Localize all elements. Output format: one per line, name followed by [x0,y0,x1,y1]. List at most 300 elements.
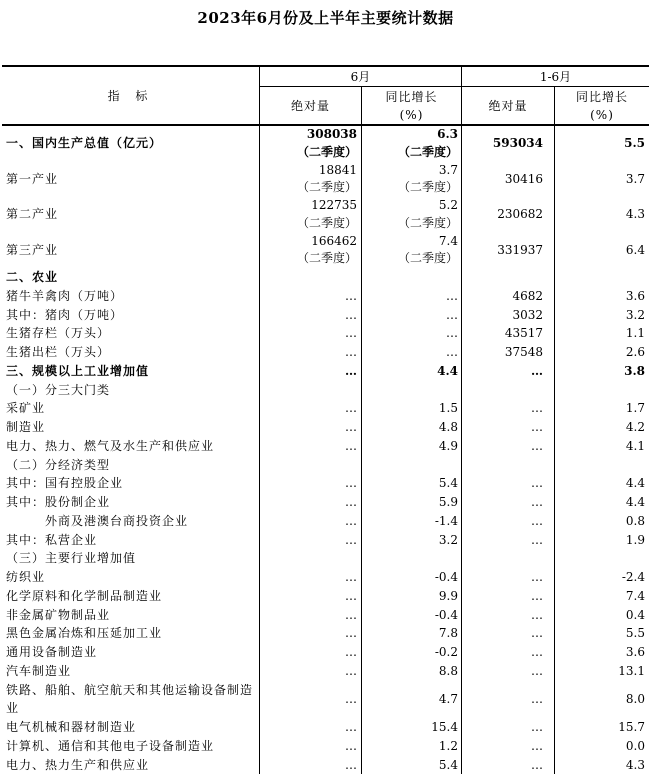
ytd-absolute-cell [462,493,555,512]
table-row [2,381,649,400]
ytd-absolute-value: … [531,588,543,603]
indicator-label: 通用设备制造业 [6,645,98,659]
indicator-label: 电力、热力生产和供应业 [6,757,150,772]
month-absolute-cell [260,606,362,625]
table-row [2,474,649,493]
month-growth-value: 5.2 [438,198,458,212]
table-row [2,233,649,269]
table-header [2,67,649,126]
month-growth-value: 3.2 [438,532,458,547]
ytd-growth-value: 15.7 [618,720,645,734]
month-absolute-note: （二季度） [296,251,357,266]
month-absolute-cell [260,474,362,493]
table-row [2,437,649,456]
ytd-growth-cell [555,737,649,756]
ytd-growth-cell [555,756,649,775]
header-ytd-growth-label: 同比增长 [575,89,628,104]
indicator-label: 电力、热力、燃气及水生产和供应业 [6,438,215,453]
indicator-label: 制造业 [6,420,46,434]
header-subcolumns-month [260,87,461,124]
ytd-growth-cell [555,681,649,719]
table-row [2,343,649,362]
month-growth-cell [362,568,462,587]
indicator-cell [2,287,260,306]
ytd-absolute-value: … [531,570,543,584]
header-indicator: 指 标 [2,67,260,124]
indicator-label: 计算机、通信和其他电子设备制造业 [6,738,215,753]
month-growth-value: -1.4 [434,513,458,528]
month-absolute-cell [260,126,362,162]
ytd-growth-cell [555,549,649,568]
month-growth-value: 7.4 [438,233,458,248]
indicator-cell [2,306,260,325]
ytd-growth-value: 3.7 [625,171,645,186]
indicator-label: 外商及港澳台商投资企业 [45,513,189,528]
month-growth-value: 5.4 [438,476,458,491]
ytd-growth-cell [555,126,649,162]
ytd-absolute-value: … [531,720,543,734]
month-absolute-cell [260,418,362,437]
month-growth-value: 9.9 [438,588,458,603]
ytd-absolute-value: … [531,738,543,753]
month-growth-cell [362,662,462,681]
page-title: 2023年6月份及上半年主要统计数据 [197,9,454,27]
month-growth-value: 3.7 [438,162,458,177]
ytd-growth-cell [555,624,649,643]
month-growth-value: … [446,345,458,359]
month-absolute-cell [260,287,362,306]
month-growth-cell [362,756,462,775]
month-absolute-value: 308038 [306,127,357,141]
ytd-growth-cell [555,233,649,269]
month-growth-value: 1.5 [438,401,458,416]
indicator-label: 纺织业 [6,570,46,584]
ytd-absolute-value: 37548 [504,345,543,359]
table-row [2,662,649,681]
month-growth-cell [362,268,462,287]
ytd-absolute-value: … [531,476,543,491]
table-row [2,306,649,325]
month-growth-cell [362,606,462,625]
ytd-growth-cell [555,324,649,343]
ytd-absolute-value: … [531,495,543,509]
table-row [2,418,649,437]
month-growth-cell [362,162,462,198]
month-growth-cell [362,587,462,606]
indicator-label: 生猪出栏（万头） [6,345,111,359]
table-row [2,197,649,233]
indicator-label: 电气机械和器材制造业 [6,720,137,734]
ytd-absolute-value: … [531,513,543,528]
ytd-absolute-cell [462,437,555,456]
ytd-absolute-value: … [531,401,543,416]
ytd-absolute-value: 4682 [512,288,543,303]
ytd-absolute-value: … [531,626,543,641]
month-absolute-cell [260,756,362,775]
indicator-label: 生猪存栏（万头） [6,326,111,341]
ytd-absolute-cell [462,268,555,287]
indicator-cell [2,512,260,531]
month-absolute-value: … [345,757,357,772]
ytd-absolute-cell [462,568,555,587]
month-growth-value: -0.2 [434,645,458,659]
month-absolute-cell [260,343,362,362]
ytd-growth-value: 4.3 [625,757,645,772]
ytd-growth-cell [555,306,649,325]
table-row [2,587,649,606]
month-growth-note: （二季度） [397,180,458,195]
indicator-label: 采矿业 [6,401,46,416]
month-absolute-value: … [345,691,357,706]
ytd-growth-cell [555,606,649,625]
ytd-absolute-cell [462,126,555,162]
ytd-absolute-cell [462,737,555,756]
ytd-absolute-cell [462,324,555,343]
month-absolute-value: … [345,307,357,322]
ytd-growth-cell [555,381,649,400]
ytd-growth-cell [555,162,649,198]
month-absolute-cell [260,268,362,287]
statistics-table [2,65,649,774]
ytd-absolute-cell [462,306,555,325]
ytd-absolute-cell [462,662,555,681]
ytd-growth-cell [555,587,649,606]
indicator-cell [2,126,260,162]
month-absolute-value: … [345,720,357,734]
ytd-growth-value: 5.5 [624,136,645,151]
ytd-growth-value: 3.2 [625,307,645,322]
ytd-absolute-cell [462,756,555,775]
indicator-label: 其中：私营企业 [6,532,98,547]
month-absolute-value: … [345,495,357,509]
month-growth-cell [362,456,462,475]
indicator-cell [2,568,260,587]
month-absolute-value: 166462 [311,233,357,248]
month-growth-value: 6.3 [437,127,458,141]
table-row [2,718,649,737]
month-growth-cell [362,324,462,343]
indicator-cell [2,268,260,287]
header-period-month: 6月 [260,67,461,87]
indicator-label: （一）分三大门类 [6,382,111,397]
month-growth-cell [362,343,462,362]
indicator-cell [2,381,260,400]
ytd-absolute-cell [462,456,555,475]
ytd-growth-value: 4.4 [625,476,645,491]
table-row [2,756,649,775]
month-absolute-cell [260,624,362,643]
month-absolute-cell [260,456,362,475]
indicator-cell [2,606,260,625]
ytd-absolute-value: … [531,420,543,434]
month-absolute-value: … [345,607,357,622]
ytd-growth-cell [555,418,649,437]
indicator-label: （三）主要行业增加值 [6,551,137,566]
ytd-absolute-value: 3032 [512,307,543,322]
ytd-absolute-cell [462,381,555,400]
ytd-absolute-value: 593034 [492,136,543,151]
indicator-cell [2,718,260,737]
indicator-label: 猪牛羊禽肉（万吨） [6,288,124,303]
table-row [2,268,649,287]
month-absolute-value: … [345,588,357,603]
month-absolute-value: … [345,345,357,359]
indicator-label: 第三产业 [6,242,59,257]
indicator-cell [2,418,260,437]
indicator-cell [2,324,260,343]
ytd-absolute-cell [462,681,555,719]
ytd-growth-value: 3.8 [624,363,645,378]
table-row [2,324,649,343]
ytd-absolute-value: 230682 [497,207,543,222]
ytd-growth-value: 4.3 [625,207,645,222]
indicator-cell [2,233,260,269]
indicator-cell [2,162,260,198]
month-absolute-cell [260,681,362,719]
indicator-label: 铁路、船舶、航空航天和其他运输设备制造业 [6,682,254,716]
ytd-growth-cell [555,718,649,737]
indicator-cell [2,197,260,233]
table-row [2,362,649,381]
month-absolute-cell [260,437,362,456]
indicator-cell [2,737,260,756]
ytd-absolute-value: … [531,438,543,453]
header-month-absolute-label: 绝对量 [290,98,330,113]
ytd-absolute-value: … [531,757,543,772]
ytd-growth-value: 5.5 [625,626,645,641]
ytd-absolute-cell [462,362,555,381]
indicator-label: 汽车制造业 [6,663,72,678]
header-period-ytd: 1-6月 [462,67,649,87]
ytd-growth-value: 6.4 [625,242,645,257]
month-absolute-cell [260,324,362,343]
month-growth-value: … [446,326,458,341]
table-row [2,512,649,531]
month-absolute-cell [260,512,362,531]
month-growth-cell [362,643,462,662]
month-absolute-value: … [345,288,357,303]
ytd-absolute-value: … [531,607,543,622]
ytd-growth-cell [555,512,649,531]
indicator-label: 化学原料和化学制品制造业 [6,588,163,603]
month-growth-cell [362,197,462,233]
month-absolute-note: （二季度） [296,215,357,230]
indicator-cell [2,643,260,662]
ytd-absolute-cell [462,399,555,418]
ytd-growth-value: 1.1 [625,326,645,341]
month-growth-note: （二季度） [397,215,458,230]
indicator-label: 其中：国有控股企业 [6,476,124,491]
header-month-growth-unit: (%) [399,107,424,122]
month-absolute-cell [260,737,362,756]
ytd-absolute-cell [462,197,555,233]
month-absolute-value: … [345,532,357,547]
month-absolute-cell [260,306,362,325]
header-subcolumns-ytd [462,87,649,124]
month-growth-cell [362,399,462,418]
ytd-absolute-value: 30416 [504,171,543,186]
month-growth-cell [362,126,462,162]
month-growth-cell [362,549,462,568]
month-absolute-value: … [345,738,357,753]
month-growth-value: -0.4 [434,570,458,584]
month-growth-value: 5.4 [438,757,458,772]
month-growth-note: （二季度） [397,251,458,266]
ytd-absolute-cell [462,474,555,493]
ytd-absolute-cell [462,549,555,568]
month-growth-cell [362,287,462,306]
ytd-absolute-value: … [531,363,543,378]
ytd-growth-value: 0.0 [625,738,645,753]
indicator-cell [2,587,260,606]
indicator-label: 二、农业 [6,270,59,284]
ytd-absolute-cell [462,233,555,269]
ytd-growth-value: 3.6 [625,288,645,303]
ytd-absolute-cell [462,162,555,198]
ytd-absolute-cell [462,718,555,737]
month-growth-cell [362,531,462,550]
ytd-growth-cell [555,399,649,418]
month-absolute-value: … [345,476,357,491]
table-row [2,399,649,418]
ytd-growth-cell [555,268,649,287]
indicator-label: 黑色金属冶炼和压延加工业 [6,626,163,641]
ytd-growth-cell [555,531,649,550]
ytd-growth-cell [555,197,649,233]
header-ytd-growth [555,87,649,124]
month-absolute-value: … [345,438,357,453]
indicator-cell [2,662,260,681]
month-growth-cell [362,437,462,456]
indicator-label: （二）分经济类型 [6,457,111,472]
header-ytd-absolute-label: 绝对量 [488,98,528,113]
ytd-growth-value: 4.1 [625,438,645,453]
table-row [2,737,649,756]
ytd-growth-cell [555,343,649,362]
table-row [2,493,649,512]
month-absolute-cell [260,718,362,737]
ytd-growth-value: 4.2 [625,420,645,434]
month-growth-cell [362,718,462,737]
ytd-growth-value: 2.6 [625,345,645,359]
month-absolute-cell [260,568,362,587]
month-growth-value: 4.8 [438,420,458,434]
ytd-absolute-value: … [531,691,543,706]
month-growth-cell [362,681,462,719]
table-row [2,456,649,475]
month-growth-value: 8.8 [438,663,458,678]
indicator-cell [2,437,260,456]
month-growth-cell [362,381,462,400]
month-absolute-cell [260,197,362,233]
ytd-growth-cell [555,493,649,512]
indicator-cell [2,343,260,362]
month-growth-value: 4.4 [437,363,458,378]
ytd-absolute-cell [462,587,555,606]
month-absolute-cell [260,362,362,381]
indicator-label: 其中：股份制企业 [6,495,111,509]
table-body [2,126,649,774]
ytd-growth-value: 0.4 [625,607,645,622]
month-growth-value: 1.2 [438,738,458,753]
ytd-growth-cell [555,437,649,456]
month-absolute-value: … [345,420,357,434]
month-growth-value: 15.4 [431,720,458,734]
table-row [2,568,649,587]
table-row [2,531,649,550]
indicator-label: 非金属矿物制品业 [6,607,111,622]
ytd-growth-cell [555,287,649,306]
month-growth-cell [362,474,462,493]
indicator-cell [2,756,260,775]
ytd-absolute-value: 331937 [497,242,543,257]
month-absolute-value: … [345,570,357,584]
indicator-cell [2,474,260,493]
ytd-absolute-cell [462,606,555,625]
ytd-absolute-cell [462,287,555,306]
month-absolute-cell [260,549,362,568]
indicator-label: 其中：猪肉（万吨） [6,307,124,322]
month-absolute-value: … [345,645,357,659]
month-absolute-cell [260,381,362,400]
month-absolute-value: … [345,663,357,678]
ytd-growth-value: 13.1 [618,663,645,678]
month-absolute-note: （二季度） [296,180,357,195]
month-absolute-value: … [345,326,357,341]
month-growth-cell [362,233,462,269]
month-growth-cell [362,493,462,512]
header-ytd-growth-unit: (%) [590,107,614,122]
month-growth-note: （二季度） [397,144,458,159]
ytd-growth-cell [555,474,649,493]
table-row [2,606,649,625]
ytd-absolute-cell [462,643,555,662]
indicator-cell [2,493,260,512]
ytd-absolute-value: … [531,645,543,659]
ytd-growth-value: -2.4 [621,570,645,584]
month-absolute-cell [260,233,362,269]
ytd-growth-value: 4.4 [625,495,645,509]
indicator-cell [2,624,260,643]
month-growth-cell [362,512,462,531]
header-group-ytd [462,67,649,124]
month-absolute-value: … [345,513,357,528]
table-row [2,624,649,643]
ytd-absolute-cell [462,343,555,362]
ytd-growth-value: 3.6 [625,645,645,659]
indicator-label: 三、规模以上工业增加值 [6,363,150,378]
ytd-growth-value: 1.7 [625,401,645,416]
month-absolute-note: （二季度） [296,144,357,159]
ytd-absolute-cell [462,512,555,531]
month-absolute-cell [260,162,362,198]
month-absolute-value: … [345,626,357,641]
ytd-absolute-value: 43517 [504,326,543,341]
month-growth-cell [362,418,462,437]
month-growth-cell [362,737,462,756]
month-absolute-value: 122735 [311,198,357,212]
month-growth-value: 5.9 [438,495,458,509]
month-absolute-value: … [345,363,357,378]
month-absolute-cell [260,493,362,512]
ytd-growth-value: 0.8 [625,513,645,528]
month-absolute-cell [260,643,362,662]
ytd-absolute-cell [462,418,555,437]
month-growth-cell [362,306,462,325]
ytd-growth-value: 8.0 [625,691,645,706]
table-row [2,162,649,198]
header-month-growth [362,87,461,124]
